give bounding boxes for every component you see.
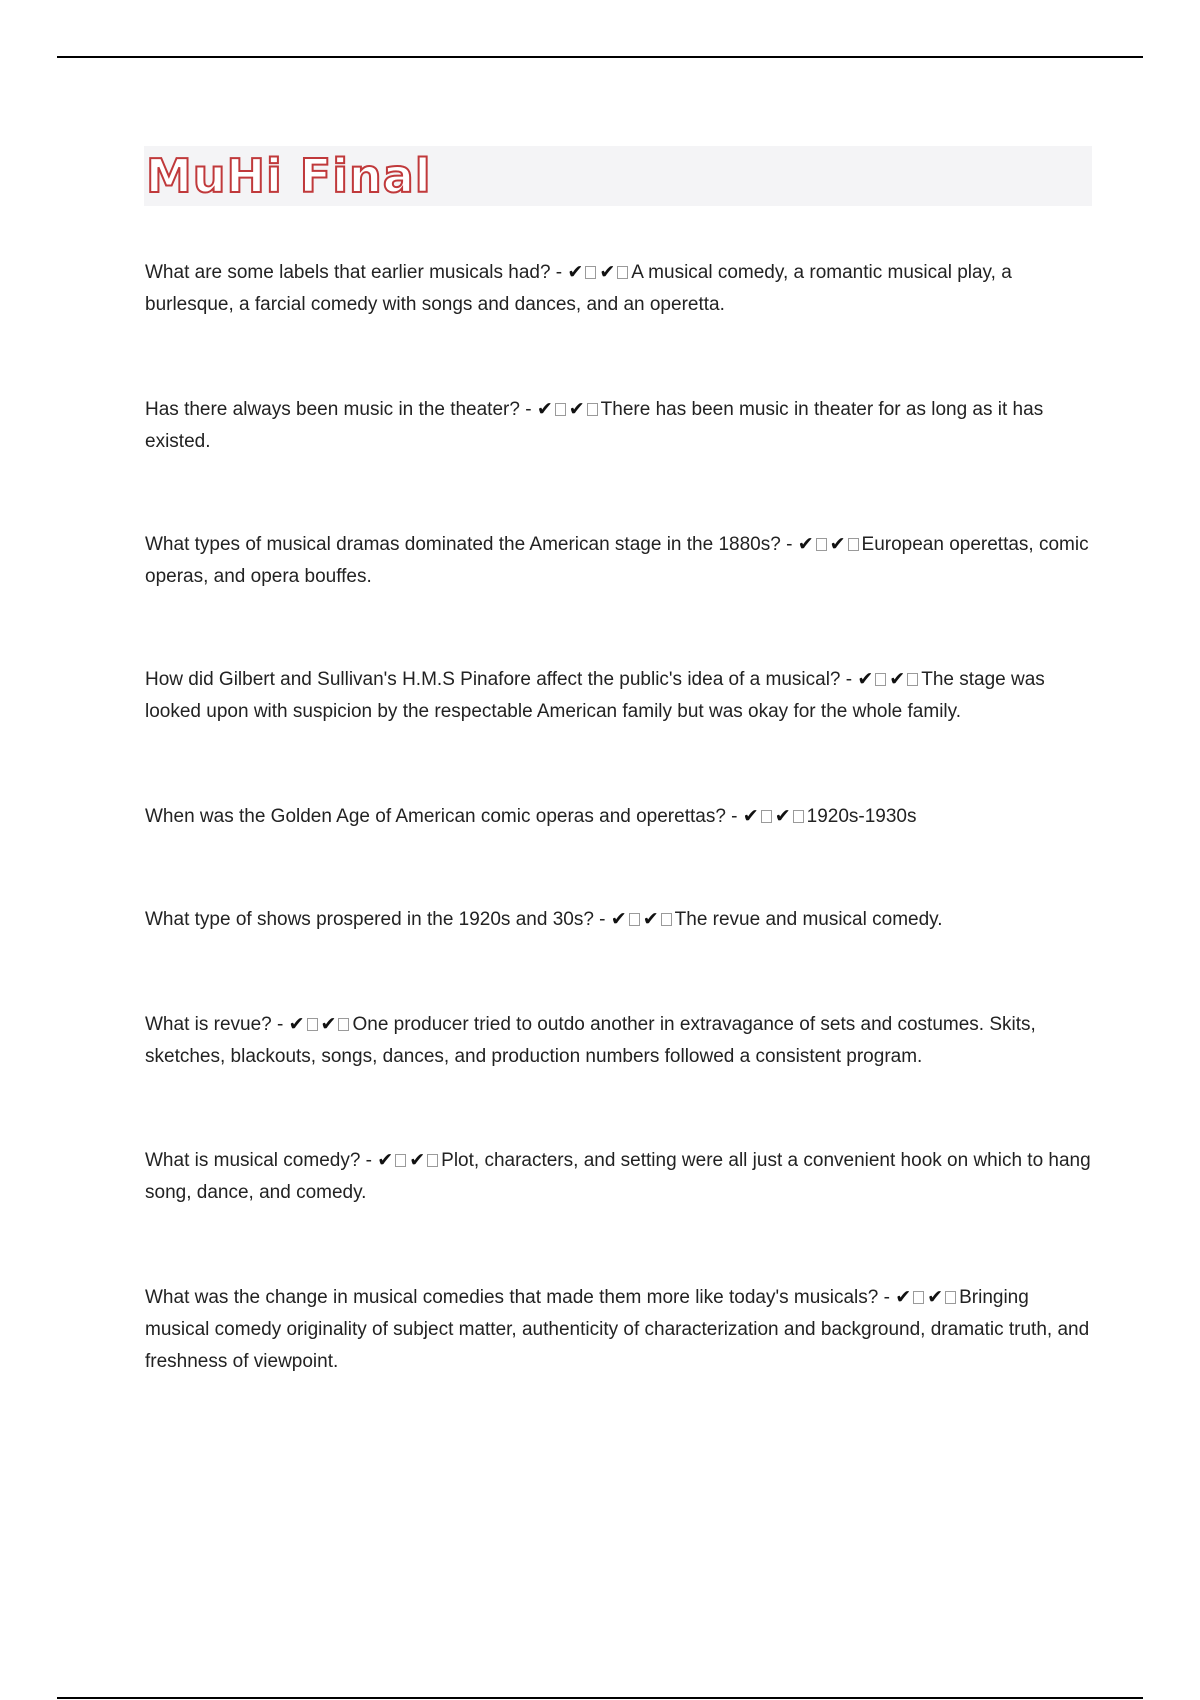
answer-text: There has been music in theater for as long as it has existed. — [145, 399, 1044, 452]
check-icon: ✔ — [895, 1286, 912, 1308]
check-icon: ✔ — [610, 908, 627, 930]
check-icon: ✔ — [320, 1013, 337, 1035]
qa-item — [145, 1281, 1093, 1378]
check-icon: ✔ — [927, 1286, 944, 1308]
check-icon: ✔ — [742, 805, 759, 827]
check-icon: ✔ — [599, 261, 616, 283]
answer-text: The revue and musical comedy. — [674, 909, 943, 930]
check-icon: ✔ — [568, 398, 585, 420]
check-icon: ✔ — [409, 1149, 426, 1171]
missing-glyph-icon — [875, 673, 886, 686]
title-band — [144, 146, 1092, 206]
missing-glyph-icon — [945, 1291, 956, 1304]
missing-glyph-icon — [761, 810, 772, 823]
missing-glyph-icon — [661, 913, 672, 926]
check-icon: ✔ — [797, 533, 814, 555]
question-text: What was the change in musical comedies that made them more like today's musicals? — [145, 1287, 879, 1308]
check-icon: ✔ — [774, 805, 791, 827]
top-rule — [57, 56, 1143, 58]
check-icon: ✔ — [377, 1149, 394, 1171]
answer-text: 1920s-1930s — [806, 806, 917, 827]
question-text: What is revue? — [145, 1014, 272, 1035]
missing-glyph-icon — [629, 913, 640, 926]
question-text: What type of shows prospered in the 1920s and 30s? — [145, 909, 594, 930]
qa-item — [145, 1008, 1093, 1073]
qa-item — [145, 393, 1093, 458]
answer-text: European operettas, comic operas, and opera bouffes. — [145, 534, 1089, 587]
check-icon: ✔ — [288, 1013, 305, 1035]
missing-glyph-icon — [617, 266, 628, 279]
answer-text: Bringing musical comedy originality of subject matter, authenticity of characterization and background, dramatic truth, and freshness of viewpoint. — [145, 1287, 1090, 1372]
missing-glyph-icon — [585, 266, 596, 279]
question-text: When was the Golden Age of American comic operas and operettas? — [145, 806, 726, 827]
separator: - — [593, 909, 611, 930]
missing-glyph-icon — [427, 1154, 438, 1167]
qa-item — [145, 1144, 1093, 1209]
question-text: How did Gilbert and Sullivan's H.M.S Pinafore affect the public's idea of a musical? — [145, 669, 841, 690]
separator: - — [360, 1150, 378, 1171]
answer-text: A musical comedy, a romantic musical play, a burlesque, a farcial comedy with songs and dances, and an operetta. — [145, 262, 1012, 315]
separator: - — [550, 262, 568, 283]
qa-item — [145, 256, 1093, 321]
separator: - — [878, 1287, 896, 1308]
question-text: What are some labels that earlier musicals had? — [145, 262, 551, 283]
bottom-rule — [57, 1697, 1143, 1699]
answer-text: The stage was looked upon with suspicion by the respectable American family but was okay for the whole family. — [145, 669, 1045, 722]
missing-glyph-icon — [555, 403, 566, 416]
missing-glyph-icon — [793, 810, 804, 823]
missing-glyph-icon — [338, 1018, 349, 1031]
answer-text: One producer tried to outdo another in extravagance of sets and costumes. Skits, sketches, blackouts, songs, dances, and production numbers followed a consistent program. — [145, 1014, 1036, 1067]
qa-item — [145, 903, 1093, 936]
question-text: What types of musical dramas dominated the American stage in the 1880s? — [145, 534, 781, 555]
qa-item — [145, 800, 1093, 833]
separator: - — [271, 1014, 289, 1035]
check-icon: ✔ — [829, 533, 846, 555]
missing-glyph-icon — [395, 1154, 406, 1167]
check-icon: ✔ — [889, 668, 906, 690]
check-icon: ✔ — [857, 668, 874, 690]
missing-glyph-icon — [907, 673, 918, 686]
separator: - — [840, 669, 858, 690]
missing-glyph-icon — [587, 403, 598, 416]
check-icon: ✔ — [642, 908, 659, 930]
missing-glyph-icon — [913, 1291, 924, 1304]
check-icon: ✔ — [567, 261, 584, 283]
separator: - — [519, 399, 537, 420]
qa-item — [145, 528, 1093, 593]
qa-item — [145, 663, 1093, 728]
answer-text: Plot, characters, and setting were all just a convenient hook on which to hang song, dance, and comedy. — [145, 1150, 1091, 1203]
question-text: What is musical comedy? — [145, 1150, 361, 1171]
separator: - — [725, 806, 743, 827]
separator: - — [780, 534, 798, 555]
missing-glyph-icon — [848, 538, 859, 551]
check-icon: ✔ — [536, 398, 553, 420]
question-text: Has there always been music in the theater? — [145, 399, 520, 420]
document-title: MuHi Final — [146, 149, 432, 203]
missing-glyph-icon — [307, 1018, 318, 1031]
missing-glyph-icon — [816, 538, 827, 551]
